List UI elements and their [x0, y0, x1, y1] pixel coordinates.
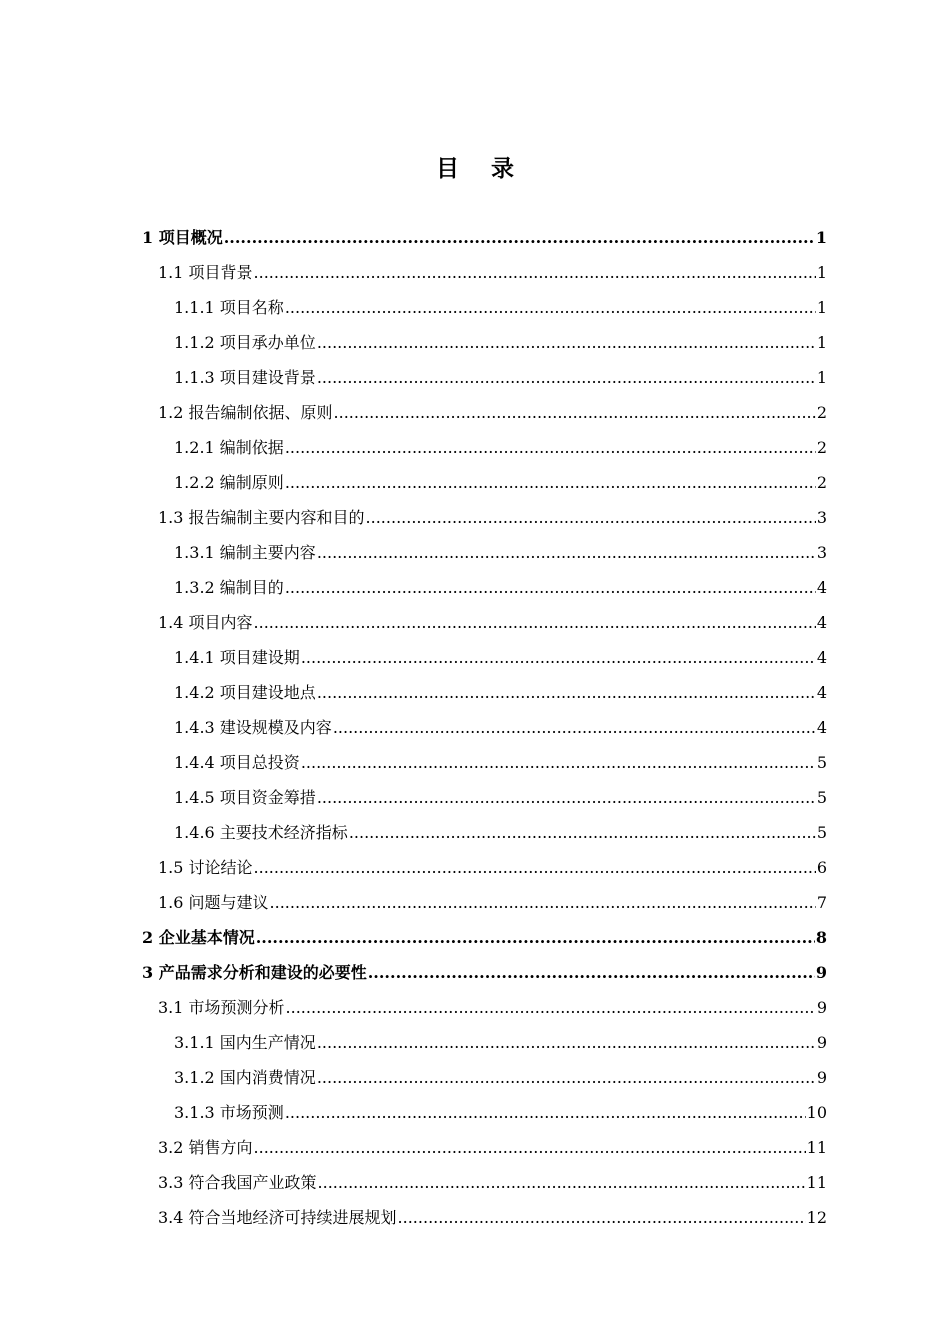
toc-dot-leader	[334, 395, 816, 430]
toc-dot-leader	[224, 220, 815, 255]
toc-dot-leader	[301, 745, 816, 780]
toc-entry[interactable]	[142, 990, 827, 1025]
toc-entry[interactable]	[142, 290, 827, 325]
toc-entry[interactable]	[142, 325, 827, 360]
toc-entry-page-number: 4	[816, 718, 827, 737]
toc-entry-page-number: 1	[816, 298, 827, 317]
toc-entry[interactable]	[142, 920, 827, 955]
toc-entry[interactable]	[142, 1095, 827, 1130]
toc-entry-page-number: 1	[815, 228, 827, 247]
toc-dot-leader	[317, 780, 816, 815]
toc-entry[interactable]	[142, 465, 827, 500]
toc-entry-page-number: 4	[816, 613, 827, 632]
toc-dot-leader	[398, 1200, 806, 1235]
toc-entry[interactable]	[142, 885, 827, 920]
toc-entry[interactable]	[142, 605, 827, 640]
toc-entry-label: 1.1.3 项目建设背景	[174, 368, 316, 387]
toc-entry-page-number: 9	[816, 1033, 827, 1052]
toc-entry-label: 1 项目概况	[142, 228, 223, 247]
toc-entry[interactable]	[142, 1200, 827, 1235]
toc-entry[interactable]	[142, 500, 827, 535]
toc-dot-leader	[301, 640, 816, 675]
toc-dot-leader	[318, 1165, 806, 1200]
toc-entry-page-number: 4	[816, 648, 827, 667]
toc-entry-label: 1.1.1 项目名称	[174, 298, 284, 317]
toc-entry-label: 1.4.6 主要技术经济指标	[174, 823, 348, 842]
toc-entry-page-number: 3	[816, 508, 827, 527]
toc-entry[interactable]	[142, 360, 827, 395]
toc-entry-page-number: 5	[816, 788, 827, 807]
toc-entry-page-number: 2	[816, 473, 827, 492]
toc-entry-label: 1.6 问题与建议	[158, 893, 269, 912]
toc-entry-label: 3.4 符合当地经济可持续进展规划	[158, 1208, 397, 1227]
toc-entry-page-number: 9	[816, 1068, 827, 1087]
toc-entry-page-number: 11	[806, 1173, 827, 1192]
toc-entry-label: 3 产品需求分析和建设的必要性	[142, 963, 367, 982]
toc-entry-page-number: 5	[816, 753, 827, 772]
toc-entry-label: 1.4.1 项目建设期	[174, 648, 300, 667]
toc-entry-label: 1.4 项目内容	[158, 613, 253, 632]
toc-dot-leader	[285, 430, 816, 465]
toc-dot-leader	[285, 570, 816, 605]
toc-dot-leader	[285, 465, 816, 500]
toc-dot-leader	[254, 850, 816, 885]
toc-entry-label: 1.3.1 编制主要内容	[174, 543, 316, 562]
toc-entry[interactable]	[142, 570, 827, 605]
toc-entry-label: 1.4.2 项目建设地点	[174, 683, 316, 702]
toc-entry-page-number: 1	[816, 333, 827, 352]
toc-entry[interactable]	[142, 745, 827, 780]
toc-entry-label: 1.3 报告编制主要内容和目的	[158, 508, 365, 527]
toc-entry-page-number: 1	[816, 263, 827, 282]
toc-entry-label: 1.4.4 项目总投资	[174, 753, 300, 772]
toc-entry-label: 3.1.2 国内消费情况	[174, 1068, 316, 1087]
toc-dot-leader	[368, 955, 815, 990]
toc-entry-label: 3.2 销售方向	[158, 1138, 253, 1157]
toc-entry[interactable]	[142, 1060, 827, 1095]
toc-entry-page-number: 2	[816, 438, 827, 457]
toc-dot-leader	[254, 255, 816, 290]
toc-dot-leader	[270, 885, 816, 920]
toc-dot-leader	[317, 675, 816, 710]
toc-entry[interactable]	[142, 955, 827, 990]
toc-entry[interactable]	[142, 815, 827, 850]
toc-dot-leader	[333, 710, 816, 745]
toc-entry-label: 1.4.3 建设规模及内容	[174, 718, 332, 737]
toc-entry-label: 1.3.2 编制目的	[174, 578, 284, 597]
toc-entry-page-number: 6	[816, 858, 827, 877]
toc-entry-label: 1.2.2 编制原则	[174, 473, 284, 492]
toc-entry[interactable]	[142, 220, 827, 255]
toc-entry-page-number: 7	[816, 893, 827, 912]
toc-dot-leader	[256, 920, 815, 955]
toc-entry-page-number: 4	[816, 683, 827, 702]
toc-dot-leader	[349, 815, 816, 850]
toc-entry-page-number: 3	[816, 543, 827, 562]
toc-entry[interactable]	[142, 1130, 827, 1165]
toc-entry[interactable]	[142, 1165, 827, 1200]
toc-dot-leader	[317, 535, 816, 570]
toc-dot-leader	[254, 1130, 806, 1165]
toc-dot-leader	[285, 290, 816, 325]
toc-entry[interactable]	[142, 255, 827, 290]
toc-entry-label: 1.2.1 编制依据	[174, 438, 284, 457]
toc-entry-page-number: 9	[816, 998, 827, 1017]
toc-dot-leader	[285, 1095, 806, 1130]
toc-list	[142, 220, 827, 1235]
toc-dot-leader	[317, 360, 816, 395]
toc-dot-leader	[317, 325, 816, 360]
toc-entry-label: 3.1 市场预测分析	[158, 998, 285, 1017]
toc-entry-page-number: 1	[816, 368, 827, 387]
toc-entry[interactable]	[142, 535, 827, 570]
toc-entry-label: 2 企业基本情况	[142, 928, 255, 947]
toc-entry[interactable]	[142, 1025, 827, 1060]
toc-entry-label: 3.1.3 市场预测	[174, 1103, 284, 1122]
toc-entry-page-number: 9	[815, 963, 827, 982]
toc-entry-page-number: 10	[806, 1103, 827, 1122]
toc-entry-label: 1.2 报告编制依据、原则	[158, 403, 333, 422]
toc-dot-leader	[317, 1060, 816, 1095]
toc-dot-leader	[366, 500, 816, 535]
toc-dot-leader	[286, 990, 816, 1025]
toc-entry[interactable]	[142, 850, 827, 885]
toc-entry-label: 1.1 项目背景	[158, 263, 253, 282]
toc-dot-leader	[254, 605, 816, 640]
toc-entry[interactable]	[142, 640, 827, 675]
toc-entry-label: 3.3 符合我国产业政策	[158, 1173, 317, 1192]
toc-entry-label: 1.4.5 项目资金筹措	[174, 788, 316, 807]
toc-entry[interactable]	[142, 395, 827, 430]
toc-entry-label: 1.5 讨论结论	[158, 858, 253, 877]
toc-entry[interactable]	[142, 780, 827, 815]
toc-entry-page-number: 2	[816, 403, 827, 422]
toc-entry-label: 3.1.1 国内生产情况	[174, 1033, 316, 1052]
toc-entry[interactable]	[142, 430, 827, 465]
toc-entry-page-number: 4	[816, 578, 827, 597]
toc-entry-page-number: 8	[815, 928, 827, 947]
toc-dot-leader	[317, 1025, 816, 1060]
toc-entry[interactable]	[142, 675, 827, 710]
toc-entry-page-number: 5	[816, 823, 827, 842]
toc-title: 目 录	[435, 155, 526, 182]
toc-entry-page-number: 11	[806, 1138, 827, 1157]
toc-entry-page-number: 12	[806, 1208, 827, 1227]
toc-entry[interactable]	[142, 710, 827, 745]
toc-entry-label: 1.1.2 项目承办单位	[174, 333, 316, 352]
